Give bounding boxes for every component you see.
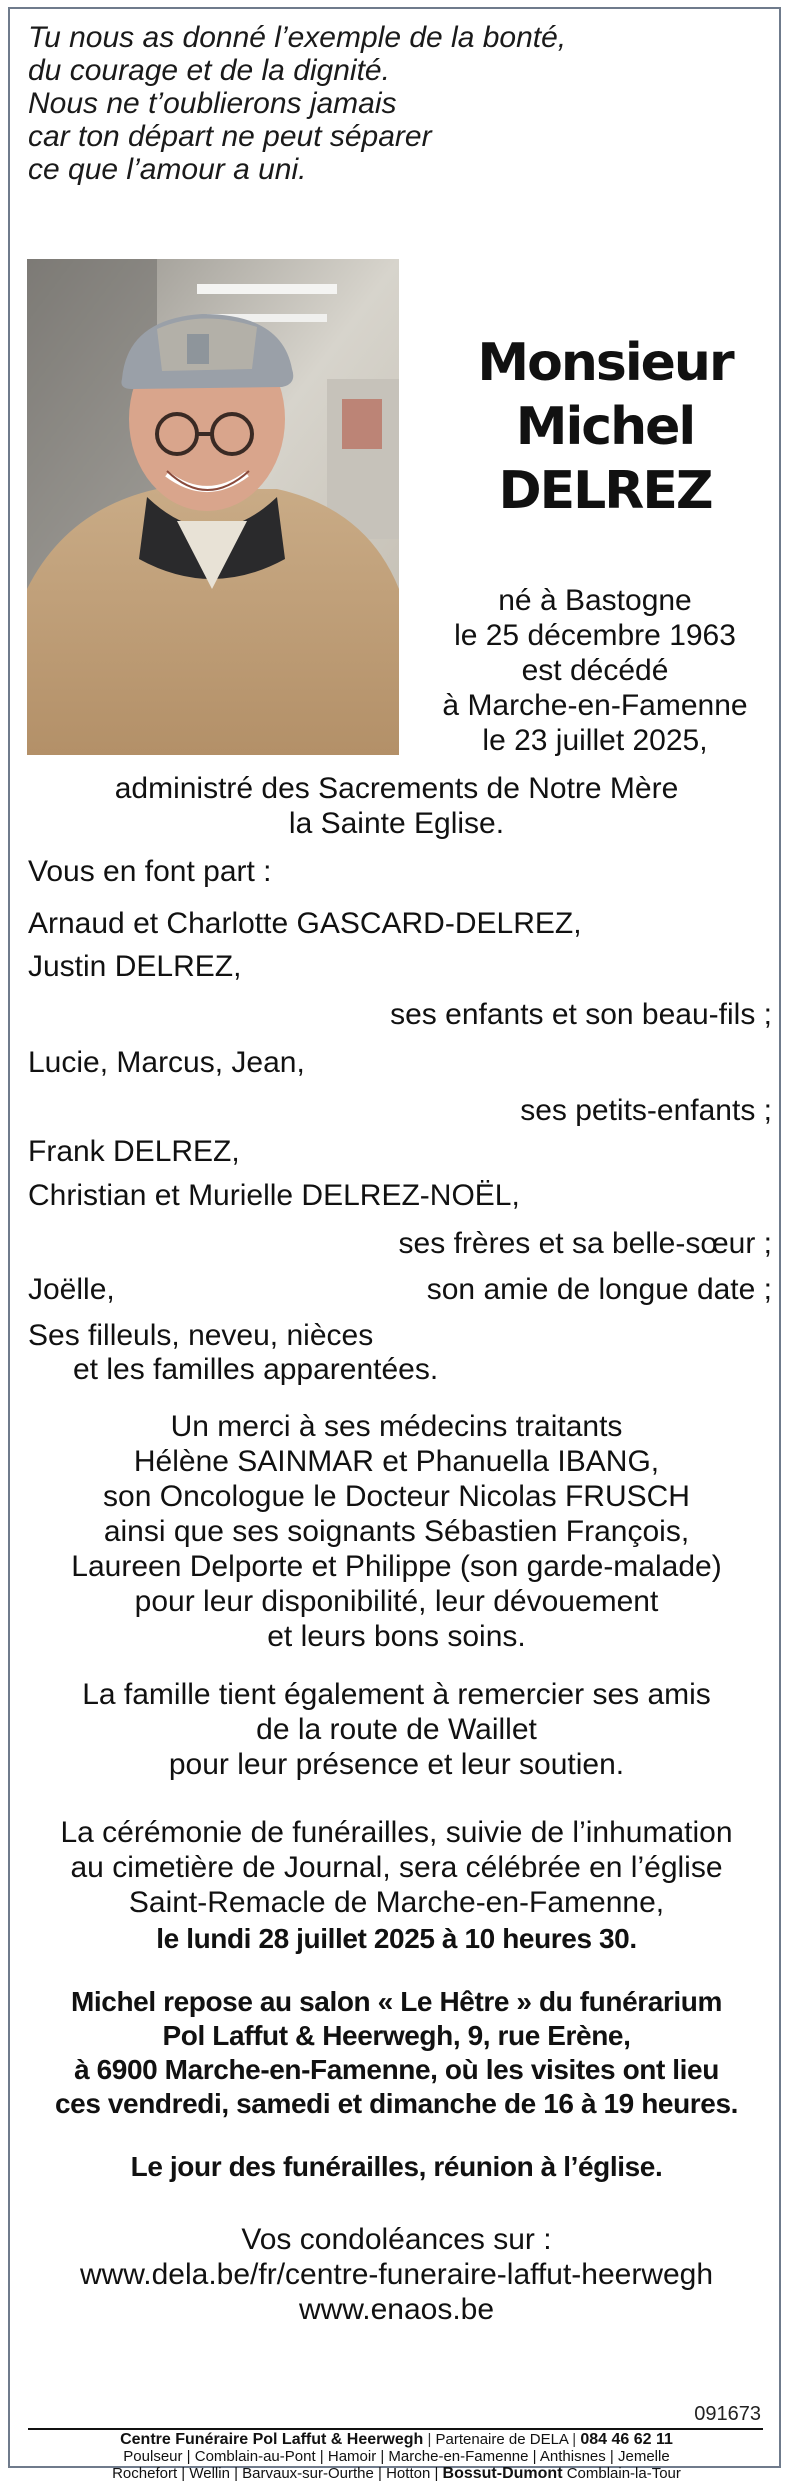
thanks-doctors <box>10 1409 783 1654</box>
detail-line: le 25 décembre 1963 <box>454 619 736 652</box>
detail-line: le 23 juillet 2025, <box>482 724 708 757</box>
footer-brand: Bossut-Dumont <box>442 2465 563 2482</box>
thanks-line: La famille tient également à remercier ses amis <box>82 1678 711 1711</box>
footer-line-3 <box>10 2465 783 2482</box>
ceremony-line: La cérémonie de funérailles, suivie de l’inhumation <box>60 1816 733 1849</box>
footer-line-1: Centre Funéraire Pol Laffut & Heerwegh | Partenaire de DELA | 084 46 62 11 <box>120 2431 673 2448</box>
ceremony-line: au cimetière de Journal, sera célébrée en l’église <box>70 1851 723 1884</box>
condolences <box>10 2222 783 2327</box>
condolences-label: Vos condoléances sur : <box>241 2223 552 2256</box>
detail-line: est décédé <box>521 654 669 687</box>
rest-line: Michel repose au salon « Le Hêtre » du funérarium <box>70 1986 723 2017</box>
family-sibling-1: Frank DELREZ, <box>28 1135 240 1168</box>
thanks-line: et leurs bons soins. <box>267 1620 526 1653</box>
detail-line: à Marche-en-Famenne <box>442 689 748 722</box>
family-related: et les familles apparentées. <box>73 1353 439 1386</box>
family-sibling-2: Christian et Murielle DELREZ-NOËL, <box>28 1179 520 1212</box>
memorial-poem <box>28 21 748 186</box>
footer-company: Centre Funéraire Pol Laffut & Heerwegh <box>120 2431 424 2448</box>
footer-places: Rochefort | Wellin | Barvaux-sur-Ourthe | Hotton | <box>112 2465 439 2482</box>
family-intro: Vous en font part : <box>28 855 272 888</box>
footer-divider <box>28 2428 763 2430</box>
sacraments-line: administré des Sacrements de Notre Mère <box>114 772 679 805</box>
footer-brand-place: Comblain-la-Tour <box>566 2465 681 2482</box>
footer-line-2: Poulseur | Comblain-au-Pont | Hamoir | Marche-en-Famenne | Anthisnes | Jemelle <box>123 2448 670 2465</box>
meeting-note: Le jour des funérailles, réunion à l’église. <box>130 2151 663 2182</box>
rest-line: ces vendredi, samedi et dimanche de 16 à 19 heures. <box>54 2088 739 2119</box>
thanks-line: pour leur disponibilité, leur dévouement <box>134 1585 659 1618</box>
family-siblings-relation: ses frères et sa belle-sœur ; <box>398 1227 772 1260</box>
thanks-line: de la route de Waillet <box>256 1713 537 1746</box>
family-grandchildren: Lucie, Marcus, Jean, <box>28 1046 305 1079</box>
funeral-home-footer <box>10 2431 783 2482</box>
family-friend: Joëlle, <box>28 1273 115 1306</box>
birth-death-details <box>410 583 780 758</box>
footer-phone: 084 46 62 11 <box>580 2431 673 2448</box>
thanks-line: ainsi que ses soignants Sébastien François, <box>103 1515 690 1548</box>
thanks-line: Hélène SAINMAR et Phanuella IBANG, <box>133 1445 660 1478</box>
poem-line: du courage et de la dignité. <box>28 54 390 87</box>
last-name: DELREZ <box>498 461 712 521</box>
deceased-name <box>440 331 770 523</box>
reference-number: 091673 <box>694 2403 761 2425</box>
rest-line: Pol Laffut & Heerwegh, 9, rue Erène, <box>162 2020 631 2051</box>
obituary-notice <box>8 7 781 2482</box>
thanks-line: son Oncologue le Docteur Nicolas FRUSCH <box>103 1480 690 1513</box>
poem-line: Nous ne t’oublierons jamais <box>28 87 397 120</box>
ceremony-details <box>10 1815 783 1958</box>
family-children-1: Arnaud et Charlotte GASCARD-DELREZ, <box>28 907 582 940</box>
funeral-home-rest <box>10 1985 783 2121</box>
rest-line: à 6900 Marche-en-Famenne, où les visites ont lieu <box>74 2054 719 2085</box>
family-children-2: Justin DELREZ, <box>28 950 242 983</box>
portrait-photo <box>27 259 399 755</box>
thanks-line: Un merci à ses médecins traitants <box>170 1410 623 1443</box>
ceremony-date: le lundi 28 juillet 2025 à 10 heures 30. <box>156 1923 637 1954</box>
portrait-illustration <box>27 259 399 755</box>
thanks-line: Laureen Delporte et Philippe (son garde-malade) <box>71 1550 722 1583</box>
condolences-link-dela[interactable]: www.dela.be/fr/centre-funeraire-laffut-heerwegh <box>79 2258 714 2291</box>
thanks-line: pour leur présence et leur soutien. <box>168 1748 625 1781</box>
family-godchildren: Ses filleuls, neveu, nièces <box>28 1319 374 1352</box>
family-grandchildren-relation: ses petits-enfants ; <box>520 1094 772 1127</box>
detail-line: né à Bastogne <box>498 584 692 617</box>
name-title: Monsieur <box>477 333 733 393</box>
footer-partner: Partenaire de DELA <box>435 2431 569 2448</box>
family-children-relation: ses enfants et son beau-fils ; <box>390 998 772 1031</box>
poem-line: ce que l’amour a uni. <box>28 153 307 186</box>
thanks-friends <box>10 1677 783 1782</box>
sacraments-line: la Sainte Eglise. <box>288 807 505 840</box>
first-name: Michel <box>515 397 695 457</box>
poem-line: Tu nous as donné l’exemple de la bonté, <box>28 21 567 54</box>
family-friend-relation: son amie de longue date ; <box>426 1273 772 1306</box>
sacraments-text <box>10 771 783 841</box>
poem-line: car ton départ ne peut séparer <box>28 120 432 153</box>
condolences-link-enaos[interactable]: www.enaos.be <box>298 2293 495 2326</box>
ceremony-line: Saint-Remacle de Marche-en-Famenne, <box>128 1886 665 1919</box>
